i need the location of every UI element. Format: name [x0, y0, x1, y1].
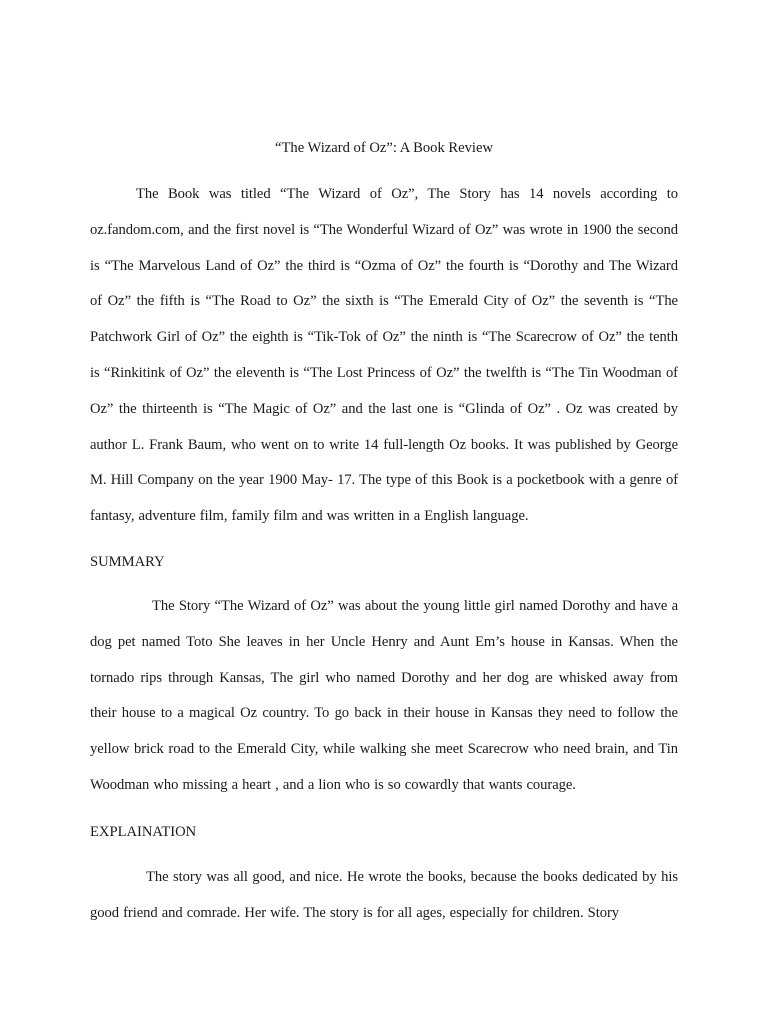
- document-title: “The Wizard of Oz”: A Book Review: [275, 140, 493, 156]
- summary-paragraph: The Story “The Wizard of Oz” was about the young little girl named Dorothy and have a dog pet named Toto She leaves in her Uncle Henry and Aunt Em’s house in Kansas. When the tornado rips through Kansas, The girl who named Dorothy and her dog are whisked away from their house to a magical Oz country. To go back in their house in Kansas they need to follow the yellow brick road to the Emerald City, while walking she meet Scarecrow who need brain, and Tin Woodman who missing a heart , and a lion who is so cowardly that wants courage.: [90, 598, 678, 793]
- explanation-paragraph: The story was all good, and nice. He wrote the books, because the books dedicated by his good friend and comrade. Her wife. The story is for all ages, especially for children. Story: [90, 869, 678, 921]
- summary-heading: SUMMARY: [90, 554, 165, 570]
- explanation-heading: EXPLAINATION: [90, 824, 197, 840]
- intro-paragraph: The Book was titled “The Wizard of Oz”, The Story has 14 novels according to oz.fandom.com, and the first novel is “The Wonderful Wizard of Oz” was wrote in 1900 the second is “The Marvelous Land of Oz” the third is “Ozma of Oz” the fourth is “Dorothy and The Wizard of Oz” the fifth is “The Road to Oz” the sixth is “The Emerald City of Oz” the seventh is “The Patchwork Girl of Oz” the eighth is “Tik-Tok of Oz” the ninth is “The Scarecrow of Oz” the tenth is “Rinkitink of Oz” the eleventh is “The Lost Princess of Oz” the twelfth is “The Tin Woodman of Oz” the thirteenth is “The Magic of Oz” and the last one is “Glinda of Oz” . Oz was created by author L. Frank Baum, who went on to write 14 full-length Oz books. It was published by George M. Hill Company on the year 1900 May- 17. The type of this Book is a pocketbook with a genre of fantasy, adventure film, family film and was written in a English language.: [90, 186, 678, 525]
